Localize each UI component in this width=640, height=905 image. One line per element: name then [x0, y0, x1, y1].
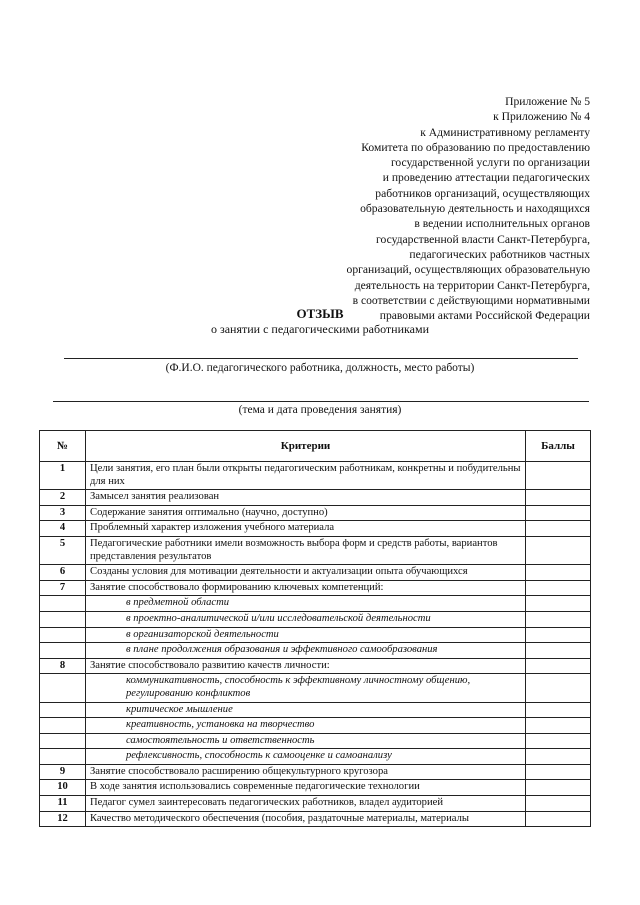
criterion-text: В ходе занятия использовались современные педагогические технологии	[86, 780, 526, 796]
row-number: 2	[40, 490, 86, 506]
criterion-text: Качество методического обеспечения (пособия, раздаточные материалы, материалы	[86, 811, 526, 827]
annex-line: педагогических работников частных	[409, 247, 590, 261]
table-row	[40, 764, 591, 780]
fio-field-line[interactable]	[64, 358, 578, 359]
row-number: 1	[40, 462, 86, 490]
annex-line: работников организаций, осуществляющих	[375, 186, 590, 200]
table-row	[40, 733, 591, 749]
row-number	[40, 627, 86, 643]
score-cell[interactable]	[526, 521, 591, 537]
header-number: №	[40, 431, 86, 462]
table-row	[40, 565, 591, 581]
annex-line: к Приложению № 4	[493, 110, 590, 124]
score-cell[interactable]	[526, 643, 591, 659]
score-cell[interactable]	[526, 674, 591, 702]
criterion-subitem: критическое мышление	[86, 702, 526, 718]
annex-line: организаций, осуществляющих образовательную	[346, 263, 590, 277]
row-number	[40, 611, 86, 627]
annex-line: Приложение № 5	[505, 95, 590, 108]
row-number: 5	[40, 536, 86, 564]
score-cell[interactable]	[526, 796, 591, 812]
topic-date-field-caption: (тема и дата проведения занятия)	[238, 404, 402, 416]
row-number: 3	[40, 505, 86, 521]
score-cell[interactable]	[526, 718, 591, 734]
score-cell[interactable]	[526, 565, 591, 581]
table-row	[40, 674, 591, 702]
fio-field-caption: (Ф.И.О. педагогического работника, должность, место работы)	[165, 362, 475, 374]
criterion-text: Педагогические работники имели возможность выбора форм и средств работы, вариантов представления результатов	[86, 536, 526, 564]
criterion-subitem: в организаторской деятельности	[86, 627, 526, 643]
annex-line: государственной власти Санкт-Петербурга,	[376, 232, 590, 246]
table-row	[40, 580, 591, 596]
row-number: 8	[40, 658, 86, 674]
table-row	[40, 611, 591, 627]
row-number: 12	[40, 811, 86, 827]
criterion-text: Замысел занятия реализован	[86, 490, 526, 506]
criterion-subitem: самостоятельность и ответственность	[86, 733, 526, 749]
row-number: 11	[40, 796, 86, 812]
score-cell[interactable]	[526, 702, 591, 718]
table-row	[40, 718, 591, 734]
table-row	[40, 780, 591, 796]
annex-header	[280, 94, 590, 323]
score-cell[interactable]	[526, 780, 591, 796]
score-cell[interactable]	[526, 536, 591, 564]
criterion-text: Созданы условия для мотивации деятельности и актуализации опыта обучающихся	[86, 565, 526, 581]
row-number	[40, 596, 86, 612]
annex-line: образовательную деятельность и находящихся	[360, 202, 590, 216]
header-score: Баллы	[526, 431, 591, 462]
annex-line: государственной услуги по организации	[390, 156, 590, 170]
row-number	[40, 718, 86, 734]
score-cell[interactable]	[526, 749, 591, 765]
table-row	[40, 627, 591, 643]
row-number: 4	[40, 521, 86, 537]
topic-date-field-line[interactable]	[53, 401, 589, 402]
criterion-subitem: коммуникативность, способность к эффективному личностному общению, регулированию конфликтов	[86, 674, 526, 702]
table-row	[40, 702, 591, 718]
row-number: 9	[40, 764, 86, 780]
score-cell[interactable]	[526, 733, 591, 749]
table-row	[40, 462, 591, 490]
row-number	[40, 674, 86, 702]
criterion-text: Проблемный характер изложения учебного материала	[86, 521, 526, 537]
row-number: 10	[40, 780, 86, 796]
criterion-subitem: в предметной области	[86, 596, 526, 612]
annex-line: в соответствии с действующими нормативными	[352, 293, 590, 307]
criterion-text: Занятие способствовало расширению общекультурного кругозора	[86, 764, 526, 780]
score-cell[interactable]	[526, 596, 591, 612]
annex-line: в ведении исполнительных органов	[414, 217, 590, 231]
score-cell[interactable]	[526, 505, 591, 521]
criterion-text: Цели занятия, его план были открыты педагогическим работникам, конкретны и побудительны для них	[86, 462, 526, 490]
criterion-text: Занятие способствовало развитию качеств личности:	[86, 658, 526, 674]
annex-line: Комитета по образованию по предоставлению	[361, 140, 590, 154]
table-row	[40, 536, 591, 564]
table-row	[40, 596, 591, 612]
criterion-text: Содержание занятия оптимально (научно, доступно)	[86, 505, 526, 521]
score-cell[interactable]	[526, 580, 591, 596]
criterion-text: Занятие способствовало формированию ключевых компетенций:	[86, 580, 526, 596]
row-number	[40, 749, 86, 765]
criterion-subitem: рефлексивность, способность к самооценке и самоанализу	[86, 749, 526, 765]
table-row	[40, 521, 591, 537]
criterion-subitem: в проектно-аналитической и/или исследовательской деятельности	[86, 611, 526, 627]
score-cell[interactable]	[526, 611, 591, 627]
table-header-row	[40, 431, 591, 462]
table-row	[40, 749, 591, 765]
annex-line: к Административному регламенту	[420, 125, 590, 139]
row-number	[40, 702, 86, 718]
document-subtitle: о занятии с педагогическими работниками	[210, 322, 429, 336]
document-title: ОТЗЫВ	[296, 306, 344, 321]
table-row	[40, 811, 591, 827]
criterion-subitem: в плане продолжения образования и эффективного самообразования	[86, 643, 526, 659]
score-cell[interactable]	[526, 764, 591, 780]
score-cell[interactable]	[526, 462, 591, 490]
table-row	[40, 490, 591, 506]
criteria-table	[39, 430, 591, 827]
table-row	[40, 505, 591, 521]
row-number	[40, 643, 86, 659]
score-cell[interactable]	[526, 658, 591, 674]
table-row	[40, 796, 591, 812]
annex-line: правовыми актами Российской Федерации	[379, 309, 590, 323]
score-cell[interactable]	[526, 811, 591, 827]
header-criteria: Критерии	[86, 431, 526, 462]
score-cell[interactable]	[526, 490, 591, 506]
row-number: 6	[40, 565, 86, 581]
annex-line: и проведению аттестации педагогических	[382, 171, 590, 185]
table-row	[40, 643, 591, 659]
score-cell[interactable]	[526, 627, 591, 643]
row-number: 7	[40, 580, 86, 596]
table-row	[40, 658, 591, 674]
row-number	[40, 733, 86, 749]
criterion-text: Педагог сумел заинтересовать педагогических работников, владел аудиторией	[86, 796, 526, 812]
criterion-subitem: креативность, установка на творчество	[86, 718, 526, 734]
annex-line: деятельность на территории Санкт-Петербурга,	[354, 278, 590, 292]
